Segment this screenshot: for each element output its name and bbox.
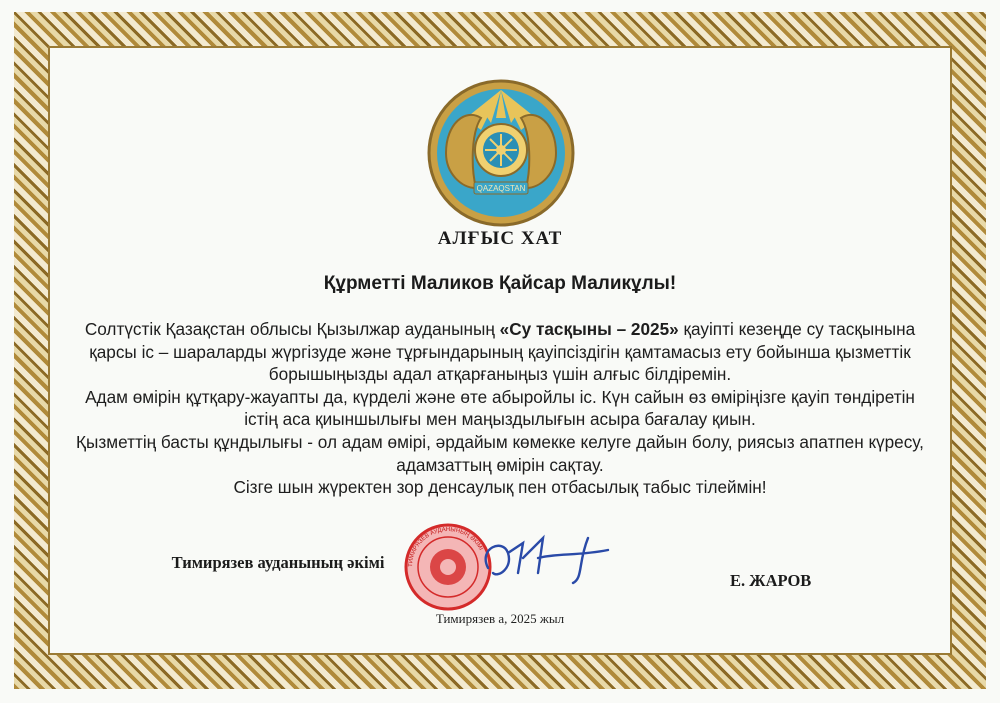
state-emblem-icon <box>426 78 576 228</box>
svg-text:QAZAQSTAN: QAZAQSTAN <box>476 184 526 193</box>
recipient-greeting: Құрметті Маликов Қайсар Маликұлы! <box>323 273 677 294</box>
svg-text:ТИМИРЯЗЕВ АУДАНЫНЫҢ ӘКІМІ: ТИМИРЯЗЕВ АУДАНЫНЫҢ ӘКІМІ <box>407 526 484 568</box>
event-name: «Су тасқыны – 2025» <box>499 319 679 339</box>
signer-position: Тимирязев ауданының әкімі <box>171 553 385 572</box>
signature-icon <box>468 528 618 588</box>
body-paragraph-1: Солтүстік Қазақстан облысы Қызылжар ауданының «Су тасқыны – 2025» қауіпті кезеңде су тасқынына қарсы іс – шараларды жүргізуде және тұрғындарының қауіпсіздігін қамтамасыз ету бойынша қызметтік борышыңызды адал атқарғаныңыз үшін алғыс білдіремін. <box>84 319 916 385</box>
body-paragraph-4: Сізге шын жүректен зор денсаулық пен отбасылық табыс тілеймін! <box>233 477 767 498</box>
body-paragraph-2: Адам өмірін құтқару-жауапты да, күрделі және өте абыройлы іс. Күн сайын өз өміріңізге қауіп төндіретін істің аса қиыншылығы мен маңыздылығын асыра бағалау қиын. <box>85 386 915 430</box>
place-and-date: Тимирязев а, 2025 жыл <box>435 611 565 626</box>
body-paragraph-3: Қызметтің басты құндылығы - ол адам өмірі, әрдайым көмекке келуге дайын болу, риясыз апатпен күресу, адамзаттың өмірін сақтау. <box>76 431 924 475</box>
document-body <box>70 318 930 499</box>
signer-name: Е. ЖАРОВ <box>730 571 812 590</box>
document-title: АЛҒЫС ХАТ <box>437 228 563 249</box>
